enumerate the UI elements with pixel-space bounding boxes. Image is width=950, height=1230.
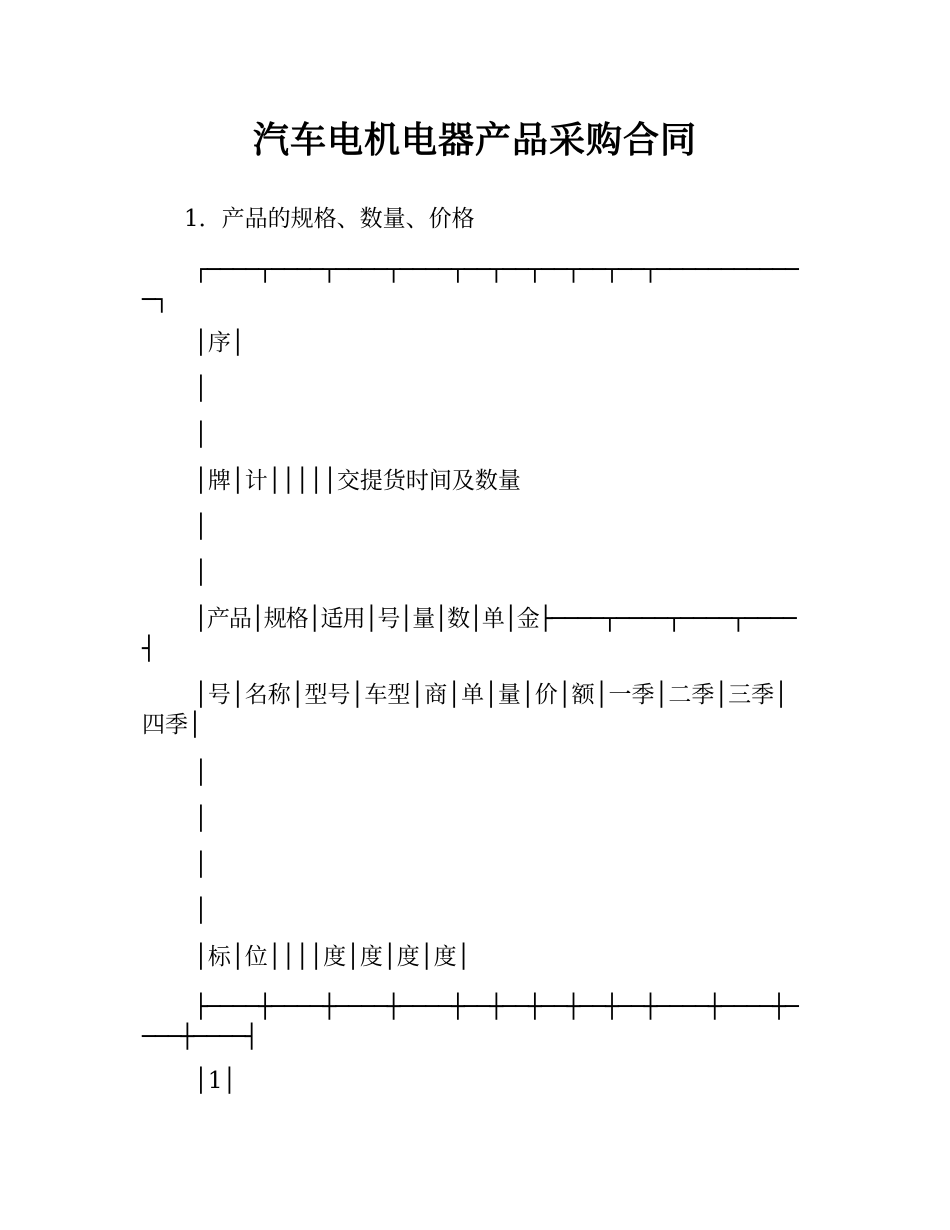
table-text-line: │序│ xyxy=(194,330,245,356)
table-text-line: │产品│规格│适用│号│量│数│单│金├────┬────┬────┬────┤ xyxy=(142,606,796,662)
section-heading: 1．产品的规格、数量、价格 xyxy=(184,206,475,232)
table-text-line: │牌│计│││││交提货时间及数量 xyxy=(194,468,521,494)
table-text-line: │号│名称│型号│车型│商│单│量│价│额│一季│二季│三季│四季│ xyxy=(142,682,789,738)
table-text-line: │ xyxy=(194,898,208,924)
table-text-line: │ xyxy=(194,806,208,832)
table-text-line: │ xyxy=(194,422,208,448)
table-text-line: │ xyxy=(194,514,208,540)
table-text-line: │标│位││││度│度│度│度│ xyxy=(194,944,471,970)
table-border-divider: ├────┼────┼────┼────┼──┼──┼──┼──┼──┼────┼────┼────┼────┤ xyxy=(142,994,798,1050)
document-title: 汽车电机电器产品采购合同 xyxy=(252,120,697,161)
table-text-line: │ xyxy=(194,760,208,786)
table-text-line: │ xyxy=(194,560,208,586)
table-text-line: │1│ xyxy=(194,1068,237,1094)
table-text-line: │ xyxy=(194,376,208,402)
table-border-top: ┌────┬────┬────┬────┬──┬──┬──┬──┬──┬────────────┐ xyxy=(142,257,798,313)
table-text-line: │ xyxy=(194,852,208,878)
